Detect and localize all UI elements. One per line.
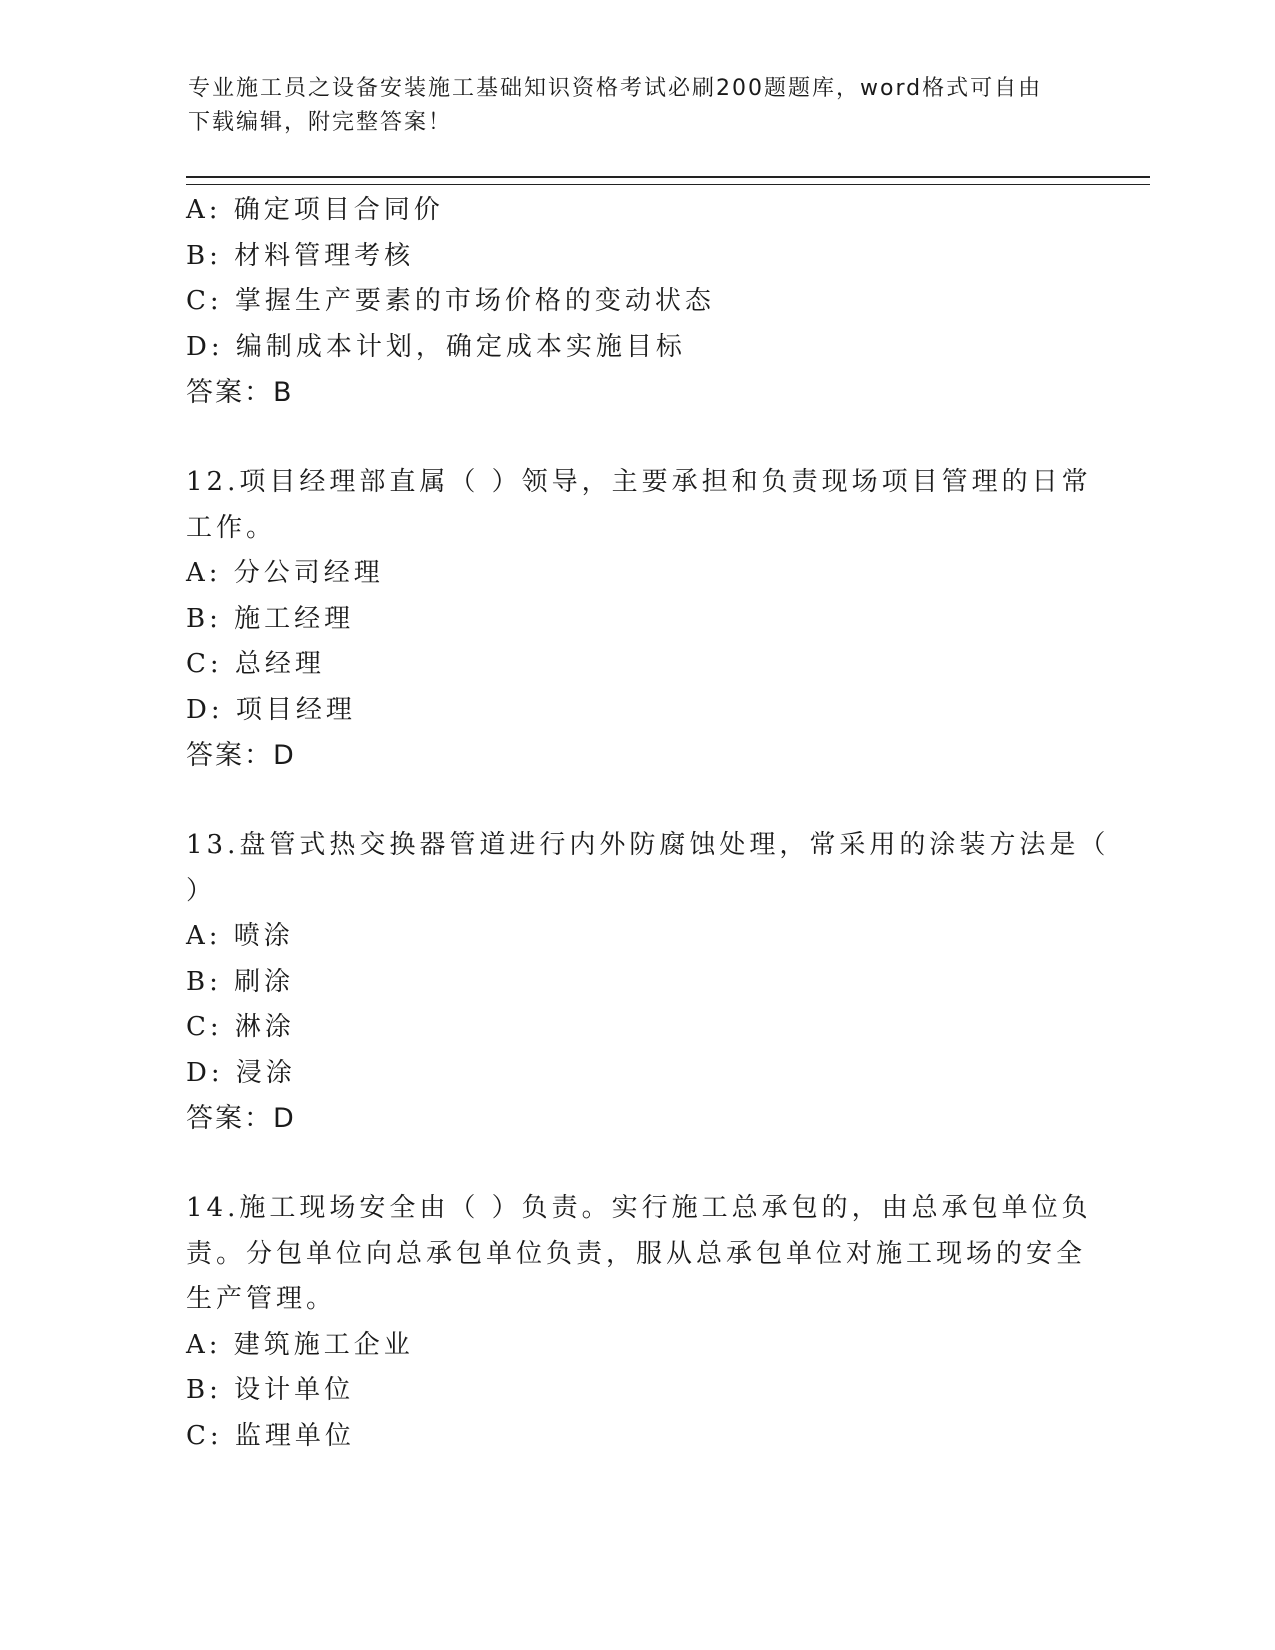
option-d: D: 项目经理 bbox=[186, 694, 356, 725]
question-list bbox=[186, 188, 1110, 1459]
question-stem: 13.盘管式热交换器管道进行内外防腐蚀处理，常采用的涂装方法是（ bbox=[186, 830, 1110, 860]
answer-label: 答案：D bbox=[186, 1103, 296, 1134]
question-block-14 bbox=[186, 1186, 1092, 1459]
header-line-1: 专业施工员之设备安装施工基础知识资格考试必刷200题题库，word格式可自由 bbox=[188, 76, 1043, 101]
option-b: B: 刷涂 bbox=[186, 966, 295, 997]
answer-label: 答案：B bbox=[186, 377, 294, 408]
option-b: B: 材料管理考核 bbox=[186, 240, 415, 271]
question-stem: 责。分包单位向总承包单位负责，服从总承包单位对施工现场的安全 bbox=[186, 1238, 1087, 1269]
document-header bbox=[188, 72, 1068, 140]
option-b: B: 设计单位 bbox=[186, 1375, 355, 1405]
option-b: B: 施工经理 bbox=[186, 603, 355, 634]
option-a: A: 确定项目合同价 bbox=[186, 195, 444, 225]
header-divider bbox=[186, 176, 1150, 185]
question-stem: 工作。 bbox=[186, 512, 277, 543]
question-block-12 bbox=[186, 460, 1092, 779]
question-block-11 bbox=[186, 188, 1086, 416]
question-stem: 12.项目经理部直属（ ）领导，主要承担和负责现场项目管理的日常 bbox=[186, 467, 1092, 497]
question-stem: 14.施工现场安全由（ ）负责。实行施工总承包的，由总承包单位负 bbox=[186, 1193, 1092, 1223]
option-a: A: 分公司经理 bbox=[186, 558, 384, 588]
answer-label: 答案：D bbox=[186, 740, 296, 771]
header-line-2: 下载编辑，附完整答案！ bbox=[188, 110, 453, 135]
option-a: A: 建筑施工企业 bbox=[186, 1329, 414, 1360]
question-stem: 生产管理。 bbox=[186, 1284, 337, 1314]
option-d: D: 浸涂 bbox=[186, 1057, 296, 1088]
question-block-13 bbox=[186, 823, 1110, 1142]
question-stem: ） bbox=[186, 875, 217, 906]
option-a: A: 喷涂 bbox=[186, 921, 294, 951]
option-d: D: 编制成本计划，确定成本实施目标 bbox=[186, 331, 686, 362]
option-c: C: 监理单位 bbox=[186, 1420, 355, 1451]
option-c: C: 淋涂 bbox=[186, 1012, 295, 1042]
option-c: C: 掌握生产要素的市场价格的变动状态 bbox=[186, 286, 715, 316]
option-c: C: 总经理 bbox=[186, 649, 325, 679]
